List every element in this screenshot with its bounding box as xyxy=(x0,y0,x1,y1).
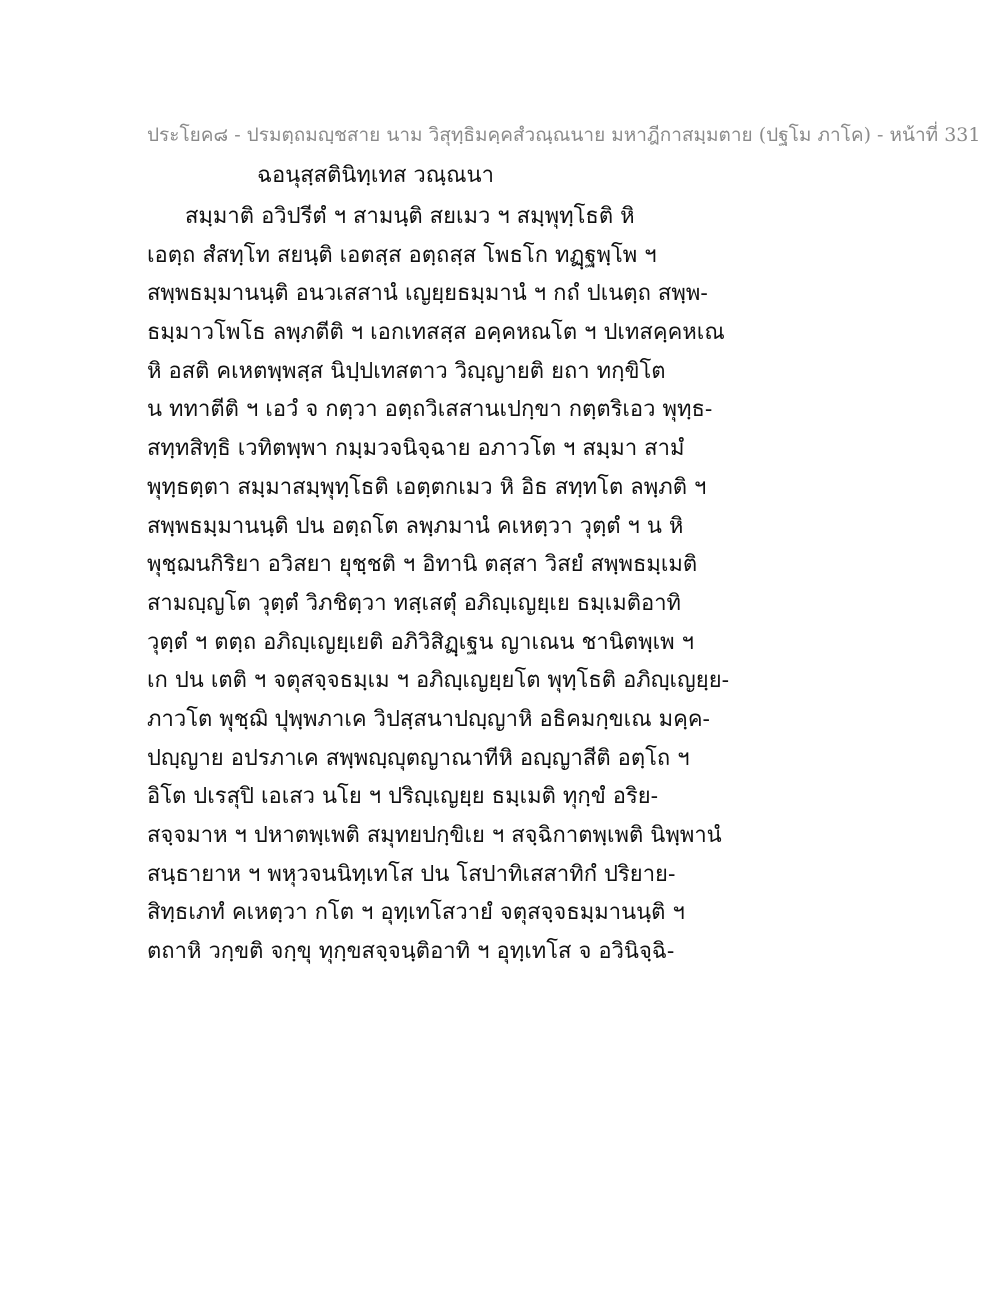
text-line: พุชฺฌนกิริยา อวิสยา ยุชฺชติ ฯ อิทานิ ตสฺสา วิสยํ สพฺพธมฺเมติ xyxy=(147,552,698,578)
text-line: ภาวโต พุชฺฌิ ปุพฺพภาเค วิปสฺสนาปญฺญาหิ อธิคมกฺขเณ มคฺค- xyxy=(147,706,710,732)
text-line: พุทฺธตฺตา สมฺมาสมฺพุทฺโธติ เอตฺตกเมว หิ อิธ สทฺทโต ลพฺภติ ฯ xyxy=(147,474,707,500)
text-line: สทฺทสิทฺธิ เวทิตพฺพา กมฺมวจนิจฺฉาย อภาวโต ฯ สมฺมา สามํ xyxy=(147,436,685,462)
text-line: วุตฺตํ ฯ ตตฺถ อภิญฺเญยฺเยติ อภิวิสิฏฺเฐน ญาเณน ชานิตพฺเพ ฯ xyxy=(147,629,694,655)
text-line: ปญฺญาย อปรภาเค สพฺพญฺญุตญาณาทีหิ อญฺญาสีติ อตฺโถ ฯ xyxy=(147,745,690,771)
text-line: สพฺพธมฺมานนฺติ ปน อตฺถโต ลพฺภมานํ คเหตฺวา วุตฺตํ ฯ น หิ xyxy=(147,513,684,539)
text-line: อิโต ปเรสุปิ เอเสว นโย ฯ ปริญฺเญยฺย ธมฺเมติ ทุกฺขํ อริย- xyxy=(147,784,659,810)
text-line: น ททาตีติ ฯ เอวํ จ กตฺวา อตฺถวิเสสานเปกฺขา กตฺตริเอว พุทฺธ- xyxy=(147,397,713,423)
text-line: หิ อสติ คเหตพฺพสฺส นิปฺปเทสตาว วิญฺญายติ ยถา ทกฺขิโต xyxy=(147,358,666,384)
text-line: สมฺมาติ อวิปรีตํ ฯ สามนฺติ สยเมว ฯ สมฺพุทฺโธติ หิ xyxy=(185,204,635,229)
text-line: สนฺธายาห ฯ พหุวจนนิทฺเทโส ปน โสปาทิเสสาทิกํ ปริยาย- xyxy=(147,861,676,887)
body-text xyxy=(147,198,730,972)
text-line: สามญฺญโต วุตฺตํ วิภชิตฺวา ทสฺเสตุํ อภิญฺเญยฺเย ธมฺเมติอาทิ xyxy=(147,590,682,616)
text-line: สิทฺธเภทํ คเหตฺวา กโต ฯ อุทฺเทโสวายํ จตุสจฺจธมฺมานนฺติ ฯ xyxy=(147,900,685,926)
section-title: ฉอนุสฺสตินิทฺเทส วณฺณนา xyxy=(257,163,494,188)
text-line: สพฺพธมฺมานนฺติ อนวเสสานํ เญยฺยธมฺมานํ ฯ กถํ ปเนตฺถ สพฺพ- xyxy=(147,281,708,307)
text-line: เก ปน เตติ ฯ จตุสจฺจธมฺเม ฯ อภิญฺเญยฺยโต พุทฺโธติ อภิญฺเญยฺย- xyxy=(147,668,730,694)
text-line: ตถาหิ วกฺขติ จกฺขุ ทุกฺขสจฺจนฺติอาทิ ฯ อุทฺเทโส จ อวินิจฺฉิ- xyxy=(147,939,675,965)
text-line: สจฺจมาห ฯ ปหาตพฺเพติ สมุทยปกฺขิเย ฯ สจฺฉิกาตพฺเพติ นิพฺพานํ xyxy=(147,823,722,848)
text-line: ธมฺมาวโพโธ ลพฺภตีติ ฯ เอกเทสสฺส อคฺคหณโต ฯ ปเทสคฺคหเณ xyxy=(147,320,725,346)
text-line: เอตฺถ สํสทฺโท สยนฺติ เอตสฺส อตฺถสฺส โพธโก ทฏฺฐพฺโพ ฯ xyxy=(147,242,657,268)
running-header: ประโยค๘ - ปรมตฺถมญฺชสาย นาม วิสุทฺธิมคฺคสํวณฺณนาย มหาฎีกาสมฺมตาย (ปฐโม ภาโค) - หน้าที่ 331 xyxy=(147,124,981,146)
